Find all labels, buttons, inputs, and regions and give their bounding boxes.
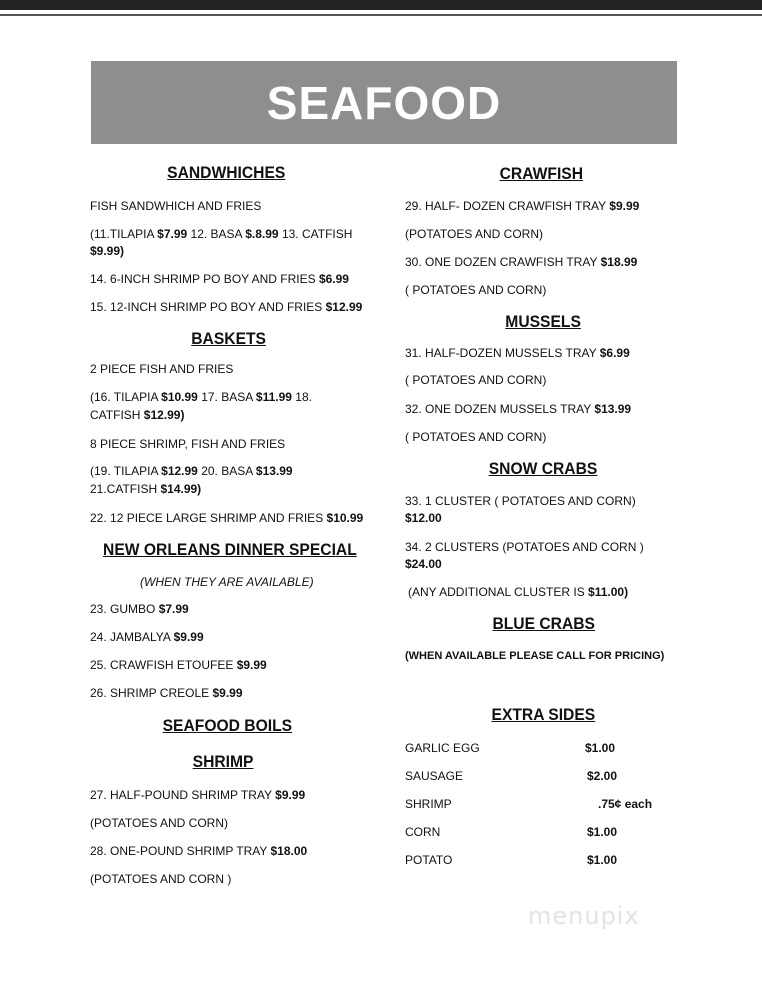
heading-mussels: MUSSELS [505,312,581,331]
menu-line: 33. 1 CLUSTER ( POTATOES AND CORN) [405,494,636,508]
heading-seafood-boils: SEAFOOD BOILS [162,716,293,735]
side-name: SHRIMP [405,797,452,811]
menu-line: 32. ONE DOZEN MUSSELS TRAY $13.99 [405,402,632,416]
heading-blue-crabs: BLUE CRABS [492,614,595,633]
menu-line: 8 PIECE SHRIMP, FISH AND FRIES [90,437,286,451]
menu-line: (ANY ADDITIONAL CLUSTER IS $11.00) [408,585,629,599]
menu-line: (POTATOES AND CORN) [405,227,544,241]
page-title: SEAFOOD [266,76,502,129]
menu-line: 2 PIECE FISH AND FRIES [90,362,234,376]
menu-line: 14. 6-INCH SHRIMP PO BOY AND FRIES $6.99 [90,272,349,286]
top-dark-bar [0,0,762,10]
menu-line: 22. 12 PIECE LARGE SHRIMP AND FRIES $10.99 [90,511,364,525]
menu-line: $12.00 [405,511,442,525]
menu-line: (POTATOES AND CORN ) [90,872,232,886]
menu-line: 15. 12-INCH SHRIMP PO BOY AND FRIES $12.99 [90,300,363,314]
menu-line: CATFISH $12.99) [90,408,185,422]
heading-baskets: BASKETS [191,329,266,348]
menu-line: 30. ONE DOZEN CRAWFISH TRAY $18.99 [405,255,638,269]
pricing-note: (WHEN AVAILABLE PLEASE CALL FOR PRICING) [405,650,665,662]
menu-line: 25. CRAWFISH ETOUFEE $9.99 [90,658,267,672]
heading-new-orleans: NEW ORLEANS DINNER SPECIAL [103,540,357,559]
menu-line: (POTATOES AND CORN) [90,816,229,830]
menu-line: 31. HALF-DOZEN MUSSELS TRAY $6.99 [405,346,630,360]
title-banner [91,61,677,144]
menu-line: 24. JAMBALYA $9.99 [90,630,204,644]
side-name: GARLIC EGG [405,741,480,755]
menu-line: 34. 2 CLUSTERS (POTATOES AND CORN ) [405,540,644,554]
heading-sandwiches: SANDWHICHES [167,163,286,182]
menu-line: (19. TILAPIA $12.99 20. BASA $13.99 [90,464,293,478]
side-price: $1.00 [587,825,618,839]
heading-extra-sides: EXTRA SIDES [491,705,596,724]
menupix-watermark: menupix [528,902,640,930]
menu-line: 23. GUMBO $7.99 [90,602,189,616]
menu-line: 21.CATFISH $14.99) [90,482,202,496]
side-price: $2.00 [587,769,618,783]
menu-line: (11.TILAPIA $7.99 12. BASA $.8.99 13. CATFISH [90,227,353,241]
menu-line: (16. TILAPIA $10.99 17. BASA $11.99 18. [90,390,312,404]
side-name: CORN [405,825,441,839]
menu-line: $9.99) [90,244,125,258]
heading-snow-crabs: SNOW CRABS [488,459,598,478]
side-name: POTATO [405,853,453,867]
menu-line: 27. HALF-POUND SHRIMP TRAY $9.99 [90,788,306,802]
side-price: .75¢ each [598,797,653,811]
heading-shrimp: SHRIMP [192,752,254,771]
menu-line: FISH SANDWHICH AND FRIES [90,199,262,213]
menu-line: ( POTATOES AND CORN) [405,283,547,297]
menu-line: ( POTATOES AND CORN) [405,430,547,444]
menu-line: 28. ONE-POUND SHRIMP TRAY $18.00 [90,844,308,858]
top-divider [0,14,762,16]
menu-line: 29. HALF- DOZEN CRAWFISH TRAY $9.99 [405,199,640,213]
menu-line: $24.00 [405,557,442,571]
side-price: $1.00 [587,853,618,867]
side-name: SAUSAGE [405,769,464,783]
heading-crawfish: CRAWFISH [499,164,584,183]
menu-line: ( POTATOES AND CORN) [405,373,547,387]
side-price: $1.00 [585,741,616,755]
menu-line: 26. SHRIMP CREOLE $9.99 [90,686,243,700]
availability-note: (WHEN THEY ARE AVAILABLE) [140,575,314,589]
